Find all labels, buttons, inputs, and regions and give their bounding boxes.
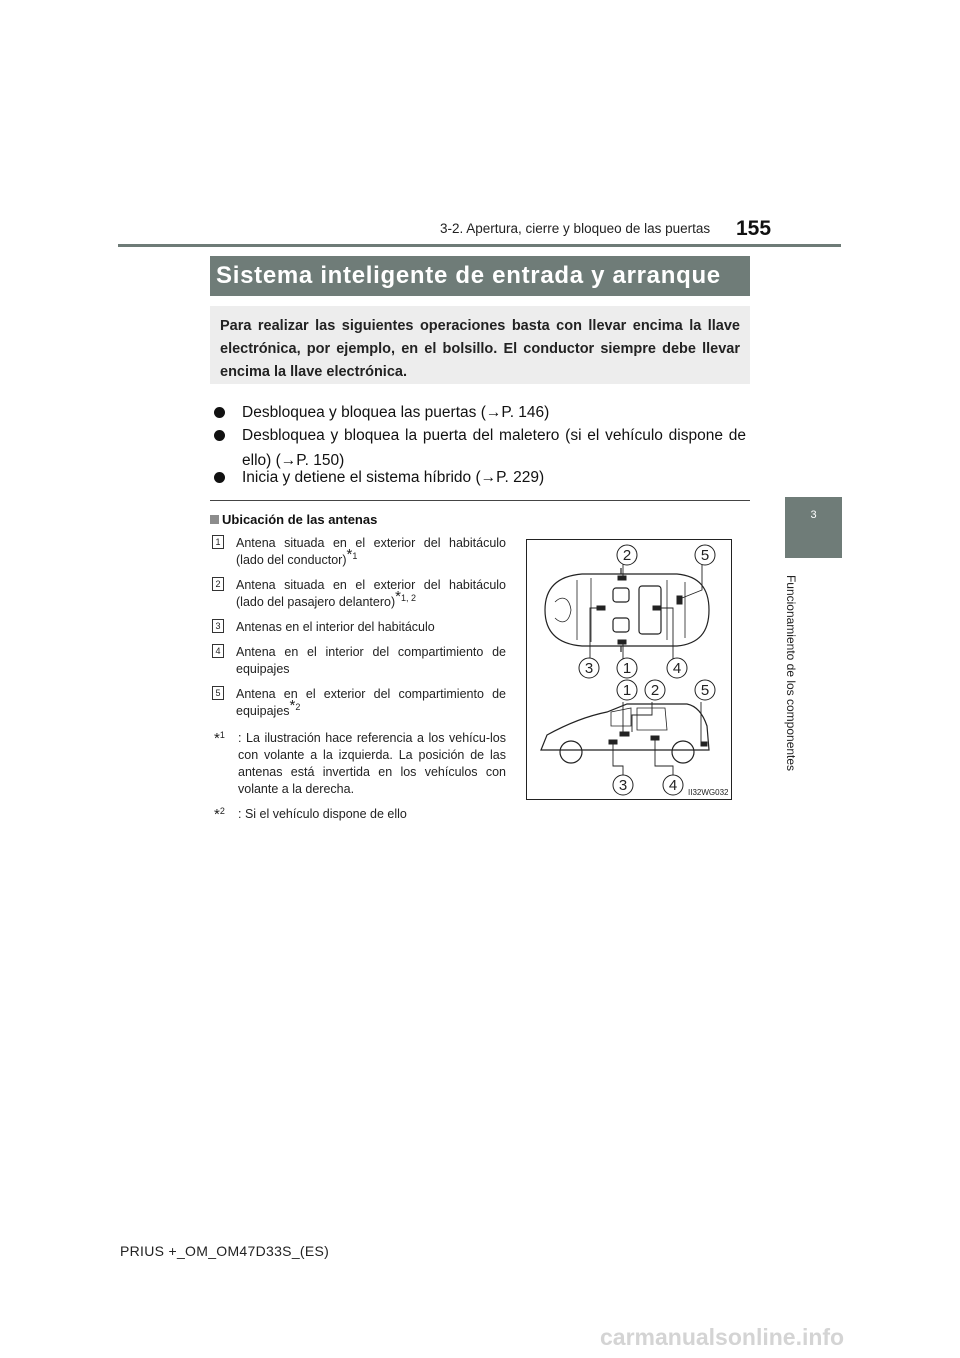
section-header: 3-2. Apertura, cierre y bloqueo de las puertas (440, 221, 711, 236)
item-text: Antena en el interior del compartimiento de equipajes (236, 645, 506, 676)
callout-4 (667, 658, 687, 678)
item-text: Antenas en el interior del habitáculo (236, 620, 435, 634)
item-number: 4 (212, 644, 224, 658)
svg-text:5: 5 (700, 547, 710, 564)
bullet-icon (214, 430, 225, 441)
callout-3 (613, 775, 633, 795)
header-rule (118, 244, 841, 247)
footnote-mark: *$^2$ (214, 805, 225, 823)
svg-text:5: 5 (700, 682, 710, 699)
svg-text:2: 2 (622, 547, 632, 564)
svg-text:1: 1 (622, 682, 632, 699)
svg-text:1: 1 (622, 660, 632, 677)
bullet-text: Inicia y detiene el sistema híbrido (→P. 229) (242, 469, 545, 486)
bullet-icon (214, 407, 225, 418)
chapter-tab (785, 497, 842, 558)
footer-code: PRIUS +_OM_OM47D33S_(ES) (120, 1243, 330, 1259)
antenna-location-diagram (526, 539, 732, 800)
svg-text:3: 3 (584, 660, 594, 677)
bullet-text: Desbloquea y bloquea las puertas (→P. 146) (242, 404, 550, 421)
callout-2 (617, 545, 637, 565)
antenna-item (212, 644, 506, 678)
bullet-icon (214, 472, 225, 483)
antenna-item (212, 577, 506, 611)
svg-text:2: 2 (650, 682, 660, 699)
callout-2 (645, 680, 665, 700)
subsection-heading-text: Ubicación de las antenas (222, 512, 378, 527)
chapter-number: 3 (810, 509, 817, 521)
footnote (214, 730, 506, 798)
antenna-item (212, 535, 506, 569)
callout-3 (579, 658, 599, 678)
antenna-item (212, 686, 506, 720)
chapter-title: Funcionamiento de los componentes (784, 574, 798, 772)
item-number: 3 (212, 619, 224, 633)
item-text: Antena en el exterior del compartimiento de equipajes$^{*2}$ (236, 687, 506, 718)
svg-text:3: 3 (618, 777, 628, 794)
callout-5 (695, 680, 715, 700)
figure-code: II32WG032 (688, 788, 729, 797)
bullet-item (214, 400, 746, 425)
callout-4 (663, 775, 683, 795)
section-divider (210, 500, 750, 501)
svg-text:4: 4 (672, 660, 682, 677)
callout-1 (617, 658, 637, 678)
antenna-item (212, 619, 506, 636)
item-number: 5 (212, 686, 224, 700)
item-number: 2 (212, 577, 224, 591)
car-illustration (527, 540, 731, 799)
subsection-heading (210, 512, 377, 527)
item-number: 1 (212, 535, 224, 549)
item-text: Antena situada en el exterior del habitáculo (lado del conductor)$^{*1}$ (236, 536, 506, 567)
watermark: carmanualsonline.info (600, 1324, 845, 1350)
bullet-text: Desbloquea y bloquea la puerta del maletero (si el vehículo dispone de ello) (→P. 150) (242, 427, 746, 469)
chapter-title-vertical (780, 568, 802, 778)
top-view-car-icon (545, 568, 709, 652)
svg-text:4: 4 (668, 777, 678, 794)
bullet-item (214, 465, 746, 490)
footnote (214, 806, 506, 823)
callout-1 (617, 680, 637, 700)
page-title: Sistema inteligente de entrada y arranque (210, 256, 750, 296)
square-bullet-icon (210, 515, 219, 524)
intro-box: Para realizar las siguientes operaciones basta con llevar encima la llave electrónica, por ejemplo, en el bolsillo. El conductor siempre debe llevar encima la llave electrónica. (210, 306, 750, 384)
footnote-text: : La ilustración hace referencia a los vehícu-los con volante a la izquierda. La posición de las antenas está invertida en los vehículos con volante a la derecha. (238, 731, 506, 796)
item-text: Antena situada en el exterior del habitáculo (lado del pasajero delantero)$^{*1, 2}$ (236, 578, 506, 609)
page-number: 155 (736, 217, 772, 240)
footnote-text: : Si el vehículo dispone de ello (238, 807, 407, 821)
footnote-mark: *$^1$ (214, 729, 225, 747)
callout-5 (695, 545, 715, 565)
